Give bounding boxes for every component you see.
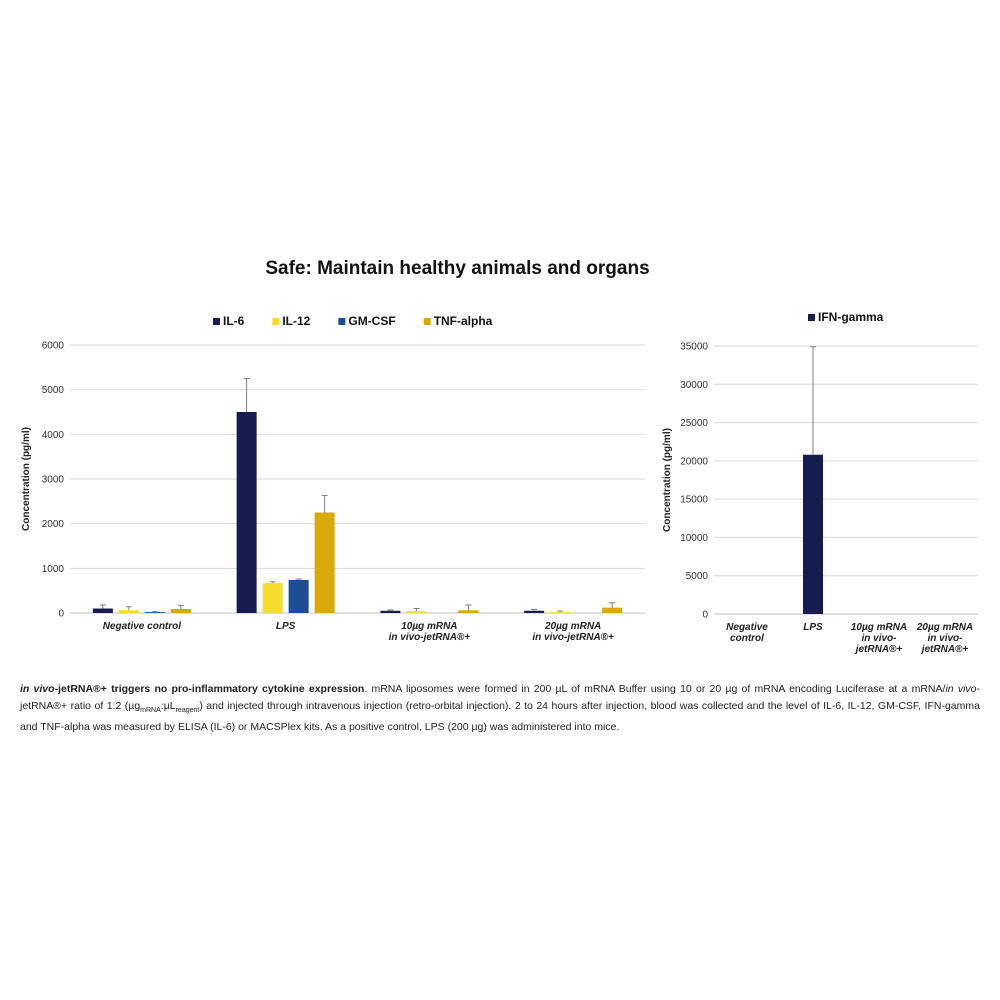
category-label: in vivo-jetRNA®+ <box>388 632 471 643</box>
category-label: in vivo- <box>927 633 963 644</box>
y-tick-label: 0 <box>702 609 708 621</box>
y-tick-label: 0 <box>58 608 64 620</box>
legend-label: IL-12 <box>282 314 311 328</box>
caption-lead-italic: in vivo <box>20 683 55 695</box>
y-tick-label: 5000 <box>41 385 64 397</box>
caption-text-5: ) and injected through intravenous injection (retro-orbital injection). 2 to 24 hours after injection, blood was collected and the level of IL-6, IL-12, GM-CSF, IFN-gamma and TNF-alpha was measured by ELISA (IL-6) or MACSPlex kits. As a positive control, LPS (200 µg) was administered into mice. <box>20 700 980 734</box>
y-tick-label: 2000 <box>41 519 64 531</box>
y-tick-label: 4000 <box>41 429 64 441</box>
y-tick-label: 15000 <box>680 494 708 506</box>
y-axis-label: Concentration (pg/ml) <box>662 428 673 532</box>
caption-sub-mrna: mRNA <box>140 707 161 715</box>
figure-caption <box>20 681 980 736</box>
legend-label: TNF-alpha <box>433 314 493 328</box>
y-tick-label: 25000 <box>680 418 708 430</box>
y-tick-label: 30000 <box>680 379 708 391</box>
legend-label: GM-CSF <box>348 314 396 328</box>
y-tick-label: 10000 <box>680 532 708 544</box>
y-tick-label: 1000 <box>41 563 64 575</box>
category-label: Negative <box>726 622 768 633</box>
category-label: in vivo-jetRNA®+ <box>532 632 614 643</box>
legend-label: IFN-gamma <box>818 310 884 324</box>
category-label: Negative control <box>102 621 182 632</box>
y-tick-label: 20000 <box>680 456 708 468</box>
category-label: in vivo- <box>861 633 897 644</box>
caption-text-1: . mRNA liposomes were formed in 200 µL of mRNA Buffer using 10 or 20 µg of mRNA encoding Luciferase at a mRNA/ <box>364 683 946 695</box>
caption-text-4: :µL <box>160 700 176 712</box>
category-label: 20µg mRNA <box>916 622 974 633</box>
caption-text-2: in vivo <box>945 683 977 695</box>
category-label: 10µg mRNA <box>850 622 908 633</box>
category-label: LPS <box>803 622 823 633</box>
category-label: 20µg mRNA <box>544 621 602 632</box>
y-tick-label: 35000 <box>680 341 708 353</box>
caption-sub-reagent: reagent <box>175 707 200 715</box>
y-axis-label: Concentration (pg/ml) <box>21 427 32 531</box>
y-tick-label: 3000 <box>41 474 64 486</box>
chart-title: Safe: Maintain healthy animals and organs <box>265 258 650 279</box>
category-label: control <box>730 633 764 644</box>
caption-text-3: -jetRNA®+ ratio of 1:2 (µg <box>20 683 980 712</box>
category-label: jetRNA®+ <box>855 644 903 655</box>
y-tick-label: 6000 <box>41 340 64 352</box>
legend-label: IL-6 <box>223 314 245 328</box>
category-label: 10µg mRNA <box>401 621 458 632</box>
legend-swatch <box>808 314 815 321</box>
bar-ifn-gamma <box>803 455 823 614</box>
category-label: LPS <box>275 621 296 632</box>
caption-lead-rest: -jetRNA®+ triggers no pro-inflammatory cytokine expression <box>54 683 365 695</box>
y-tick-label: 5000 <box>685 571 708 583</box>
category-label: jetRNA®+ <box>921 644 969 655</box>
